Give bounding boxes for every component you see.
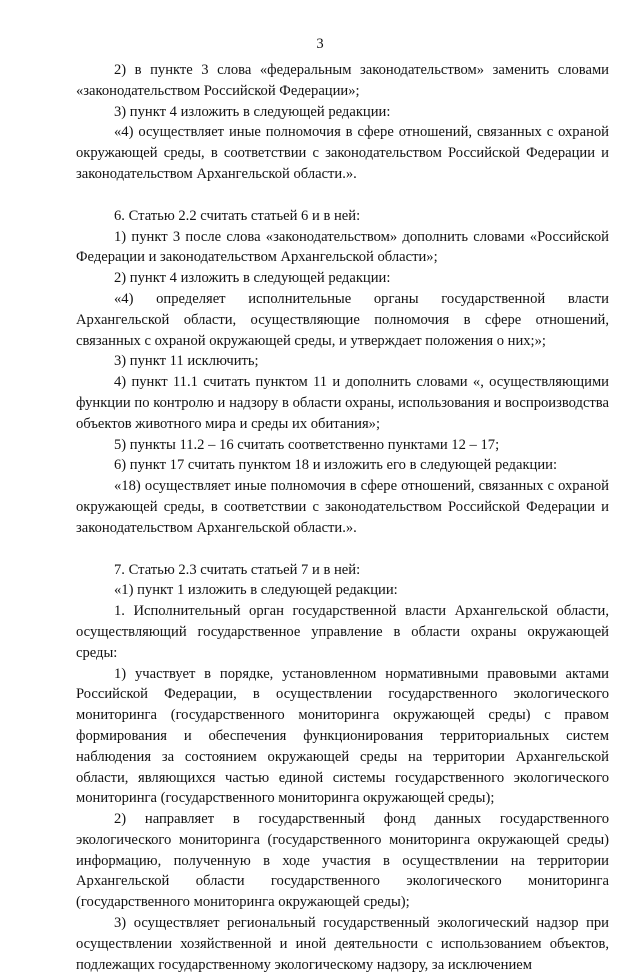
paragraph: 5) пункты 11.2 – 16 считать соответственно пунктами 12 – 17; [114, 436, 500, 453]
paragraph: 1) пункт 3 после слова «законодательством» дополнить словами «Российской Федерации и законодательством Архангельской области»; [76, 228, 609, 266]
section-heading: 6. Статью 2.2 считать статьей 6 и в ней: [114, 207, 361, 224]
paragraph: «1) пункт 1 изложить в следующей редакции: [114, 582, 398, 599]
paragraph: 3) пункт 4 изложить в следующей редакции: [114, 103, 391, 120]
paragraph: 1. Исполнительный орган государственной власти Архангельской области, осуществляющий государственное управление в области охраны окружающей среды: [76, 603, 609, 661]
section-heading: 7. Статью 2.3 считать статьей 7 и в ней: [114, 561, 361, 578]
document-body [76, 60, 609, 975]
paragraph: 3) осуществляет региональный государственный экологический надзор при осуществлении хозяйственной и иной деятельности с использованием объектов, подлежащих государственному экологическому надзору, за исключением [76, 915, 609, 973]
section-gap [76, 539, 609, 560]
paragraph: 2) пункт 4 изложить в следующей редакции: [114, 270, 391, 287]
paragraph: 4) пункт 11.1 считать пунктом 11 и дополнить словами «, осуществляющими функции по контролю и надзору в области охраны, использования и воспроизводства объектов животного мира и среды их обитания»; [76, 374, 609, 432]
page-number: 3 [316, 36, 324, 52]
paragraph: «4) осуществляет иные полномочия в сфере отношений, связанных с охраной окружающей среды, в соответствии с законодательством Российской Федерации и законодательством Архангельской области.». [76, 124, 609, 182]
paragraph: 3) пункт 11 исключить; [114, 353, 259, 370]
section-gap [76, 185, 609, 206]
paragraph: 2) в пункте 3 слова «федеральным законодательством» заменить словами «законодательством Российской Федерации»; [76, 62, 609, 99]
paragraph: «18) осуществляет иные полномочия в сфере отношений, связанных с охраной окружающей среды, в соответствии с законодательством Российской Федерации и законодательством Архангельской области.». [76, 478, 609, 536]
paragraph: «4) определяет исполнительные органы государственной власти Архангельской области, осуществляющие полномочия в сфере отношений, связанных с охраной окружающей среды, и утверждает положения о них;»; [76, 290, 609, 349]
paragraph: 1) участвует в порядке, установленном нормативными правовыми актами Российской Федерации, в осуществлении государственного экологического мониторинга (государственного мониторинга окружающей среды) с правом формирования и обеспечения функционирования территориальных систем наблюдения за состоянием окружающей среды на территории Архангельской области, являющихся частью единой системы государственного экологического мониторинга (государственного мониторинга окружающей среды); [76, 665, 609, 807]
paragraph: 6) пункт 17 считать пунктом 18 и изложить его в следующей редакции: [114, 457, 558, 474]
paragraph: 2) направляет в государственный фонд данных государственного экологического мониторинга (государственного мониторинга окружающей среды) информацию, полученную в ходе участия в осуществлении на территории Архангельской области государственного экологического мониторинга (государственного мониторинга окружающей среды); [76, 811, 609, 911]
